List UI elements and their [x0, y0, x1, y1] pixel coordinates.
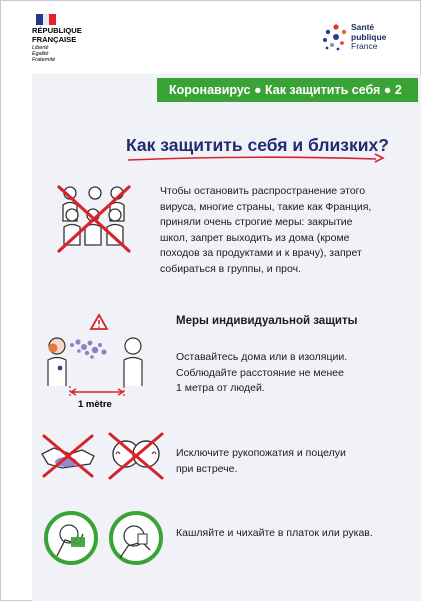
handshake-crossed-icon [40, 432, 96, 480]
intro-line: вируса, многие страны, такие как Франция, [160, 200, 372, 213]
motto-fraternite: Fraternité [32, 57, 56, 63]
intro-line: походов за продуктами и к врачу), запрет [160, 247, 362, 259]
protection-heading: Меры индивидуальной защиты [176, 315, 358, 327]
topic-banner: Коронавирус ● Как защитить себя ● 2 [157, 78, 418, 102]
greeting-line: при встрече. [176, 462, 238, 475]
republic-motto [32, 45, 55, 63]
spf-line1: Santé [351, 22, 375, 32]
intro-line: Чтобы остановить распространение этого [160, 185, 366, 197]
sante-publique-dots-icon [322, 23, 350, 51]
sneeze-tissue-icon [108, 510, 164, 566]
republic-line1: RÉPUBLIQUE [32, 26, 82, 35]
crowd-crossed-icon [55, 183, 133, 255]
republic-line2: FRANÇAISE [32, 34, 77, 44]
cough-text [176, 526, 373, 542]
intro-line: собираться в группы, и проч. [160, 262, 302, 275]
greeting-text [176, 446, 346, 477]
motto-liberte: Liberté [32, 45, 49, 51]
sante-publique-france-logo [351, 23, 386, 52]
protection-line: Оставайтесь дома или в изоляции. [176, 351, 348, 363]
distance-label: 1 mètre [78, 399, 112, 410]
marianne-flag-icon [36, 14, 56, 25]
spf-line2: publique [351, 31, 387, 42]
spf-line3: France [351, 41, 378, 51]
motto-egalite: Égalité [32, 51, 49, 57]
intro-line: школ, запрет выходить из дома (кроме [160, 231, 350, 244]
greeting-line: Исключите рукопожатия и поцелуи [176, 447, 346, 459]
kiss-crossed-icon [106, 430, 166, 482]
protection-text [176, 350, 347, 397]
cough-line: Кашляйте и чихайте в платок или рукав. [176, 527, 373, 539]
intro-text [160, 184, 371, 277]
republique-francaise-logo [32, 27, 82, 44]
protection-line: Соблюдайте расстояние не менее [176, 366, 344, 379]
cough-elbow-icon [43, 510, 99, 566]
intro-line: приняли очень строгие меры: закрытие [160, 216, 353, 228]
distancing-illustration [40, 312, 160, 402]
protection-line: 1 метра от людей. [176, 382, 265, 394]
page-title: Как защитить себя и близких? [126, 135, 389, 155]
title-underline-swoosh [126, 153, 388, 163]
